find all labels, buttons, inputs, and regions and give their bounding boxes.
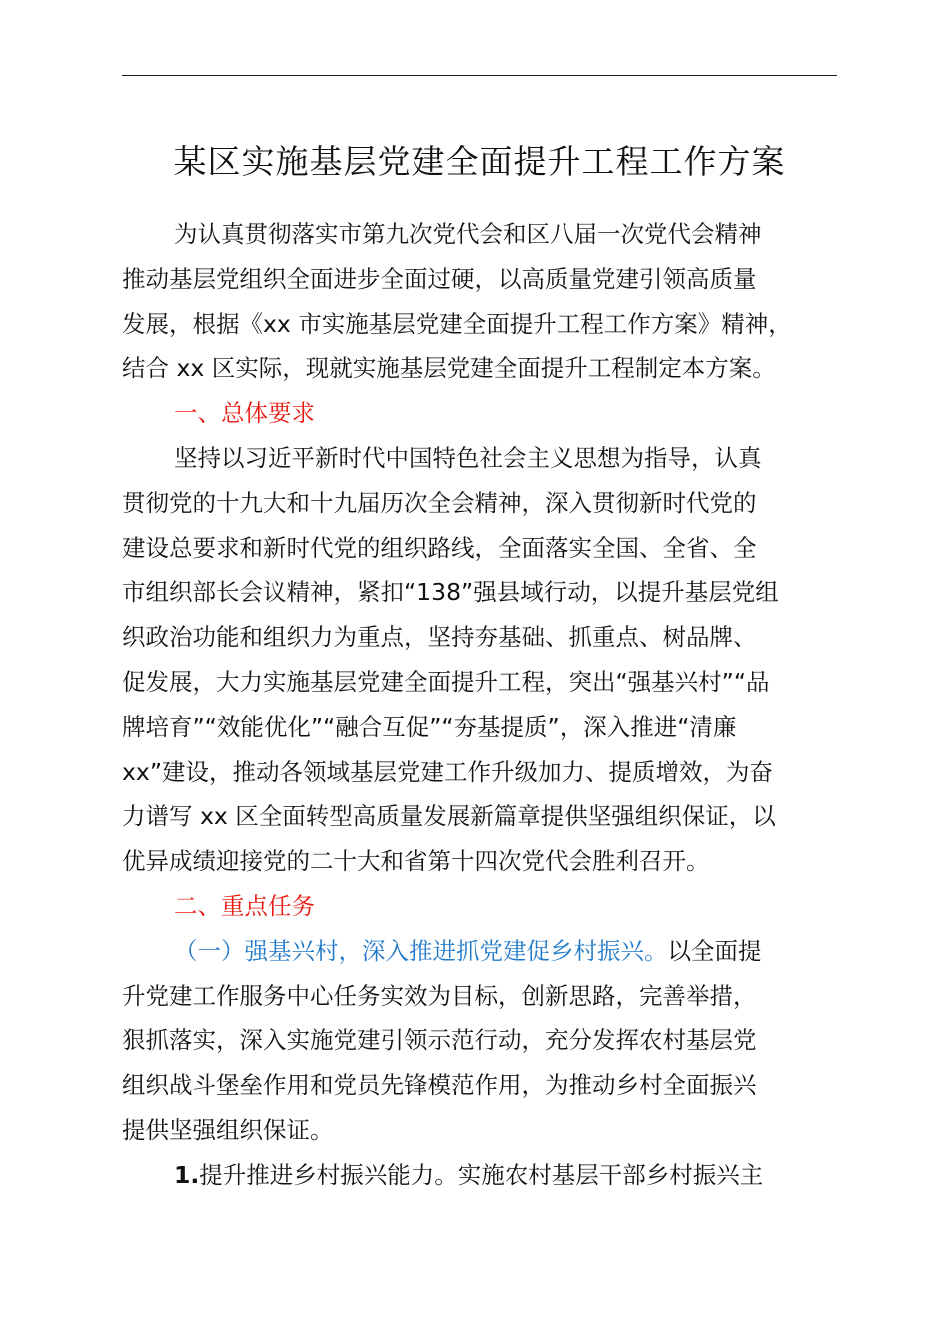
item1-text: 提升推进乡村振兴能力。实施农村基层干部乡村振兴主 <box>199 1160 764 1189</box>
section1-line: 建设总要求和新时代党的组织路线，全面落实全国、全省、全 <box>122 533 757 562</box>
section1-line: 坚持以习近平新时代中国特色社会主义思想为指导，认真 <box>174 443 762 472</box>
item1-number: 1. <box>174 1160 200 1189</box>
section1-line: 优异成绩迎接党的二十大和省第十四次党代会胜利召开。 <box>122 847 710 876</box>
subsection1-first-line-text: 以全面提 <box>667 936 762 965</box>
subsection1-line: 提供坚强组织保证。 <box>122 1115 334 1144</box>
subsection1-line: 组织战斗堡垒作用和党员先锋模范作用，为推动乡村全面振兴 <box>122 1071 757 1100</box>
subsection1-line: 升党建工作服务中心任务实效为目标，创新思路，完善举措， <box>122 981 757 1010</box>
section-heading-general-requirements: 一、总体要求 <box>174 399 315 428</box>
section1-line: 织政治功能和组织力为重点，坚持夯基础、抓重点、树品牌、 <box>122 623 757 652</box>
section1-line: 促发展，大力实施基层党建全面提升工程，突出“强基兴村”“品 <box>122 667 770 696</box>
document-body <box>122 212 862 1198</box>
document-title: 某区实施基层党建全面提升工程工作方案 <box>173 142 786 181</box>
intro-line: 发展，根据《xx 市实施基层党建全面提升工程工作方案》精神， <box>122 309 792 338</box>
intro-line: 为认真贯彻落实市第九次党代会和区八届一次党代会精神 <box>174 220 762 248</box>
section1-line: xx”建设，推动各领域基层党建工作升级加力、提质增效，为奋 <box>122 757 773 786</box>
section1-line: 贯彻党的十九大和十九届历次全会精神，深入贯彻新时代党的 <box>122 488 757 517</box>
header-rule <box>122 75 837 76</box>
section1-line: 力谱写 xx 区全面转型高质量发展新篇章提供坚强组织保证，以 <box>122 802 776 831</box>
intro-line: 推动基层党组织全面进步全面过硬，以高质量党建引领高质量 <box>122 264 757 293</box>
subsection1-first-line <box>122 929 862 974</box>
intro-line: 结合 xx 区实际，现就实施基层党建全面提升工程制定本方案。 <box>122 354 776 383</box>
subsection1-line: 狠抓落实，深入实施党建引领示范行动，充分发挥农村基层党 <box>122 1026 757 1055</box>
section1-line: 市组织部长会议精神，紧扣“138”强县域行动，以提升基层党组 <box>122 578 779 607</box>
subsection-heading-strengthen-villages: （一）强基兴村，深入推进抓党建促乡村振兴。 <box>174 936 668 965</box>
section-heading-key-tasks: 二、重点任务 <box>174 891 315 920</box>
section1-line: 牌培育”“效能优化”“融合互促”“夯基提质”，深入推进“清廉 <box>122 712 737 741</box>
item1-line <box>122 1153 862 1198</box>
